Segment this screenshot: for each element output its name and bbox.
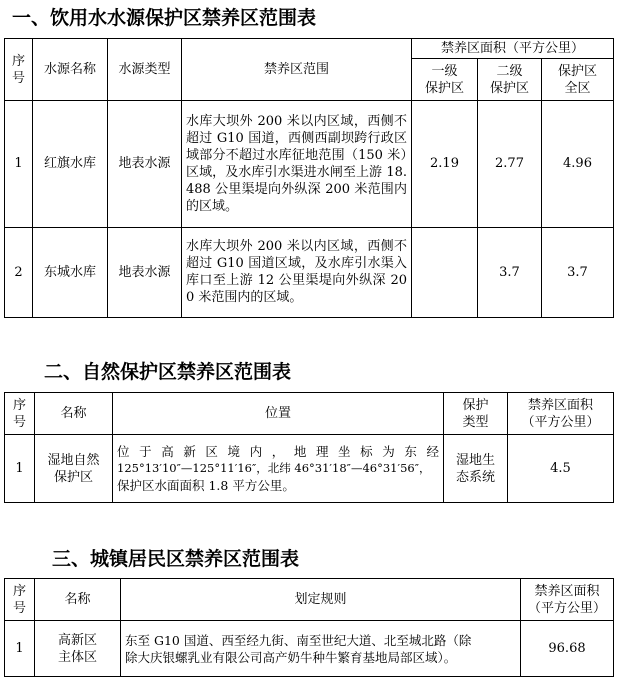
header-area-line1: 禁养区面积 — [534, 583, 600, 599]
cell-location — [113, 435, 444, 503]
header-rule: 划定规则 — [121, 579, 521, 621]
header-first-line2: 保护区 — [424, 80, 464, 96]
header-area-line1: 禁养区面积 — [527, 397, 593, 413]
header-location: 位置 — [113, 393, 444, 435]
cell-no: 2 — [5, 227, 33, 317]
cell-first-level — [412, 227, 478, 317]
section1-title: 一、饮用水水源保护区禁养区范围表 — [12, 7, 317, 29]
cell-source-name: 东城水库 — [33, 227, 108, 317]
header-no-line1: 序 — [11, 53, 25, 69]
cell-second-level: 2.77 — [478, 101, 542, 227]
cell-location-line2: 125°13′10″—125°11′16″，北纬 46°31′18″—46°31′56″， — [117, 461, 431, 475]
header-no-line2: 号 — [12, 600, 26, 616]
table-header-row — [5, 393, 614, 435]
cell-area: 96.68 — [521, 621, 614, 677]
header-name: 名称 — [35, 393, 113, 435]
header-all-line1: 保护区 — [558, 63, 598, 79]
header-source-name: 水源名称 — [33, 39, 108, 101]
header-no — [5, 39, 33, 101]
table-row — [5, 101, 614, 227]
cell-location-line1: 位于高新区境内，地理坐标为东经 — [117, 444, 439, 459]
header-all-zone — [542, 59, 614, 101]
cell-rule-line1: 东至 G10 国道、西至经九街、南至世纪大道、北至城北路（除 — [125, 632, 472, 648]
header-all-line2: 全区 — [564, 80, 591, 96]
water-source-table — [4, 38, 614, 318]
cell-location-line3: 保护区水面面积 1.8 平方公里。 — [117, 478, 295, 493]
header-area-line2: （平方公里） — [521, 414, 600, 430]
cell-source-type: 地表水源 — [108, 227, 182, 317]
header-first-level — [412, 59, 478, 101]
cell-area: 4.5 — [508, 435, 614, 503]
cell-protection-type — [444, 435, 508, 503]
cell-name — [35, 435, 113, 503]
header-area-group: 禁养区面积（平方公里） — [412, 39, 614, 59]
header-no — [5, 393, 35, 435]
header-type-line1: 保护 — [462, 397, 489, 413]
cell-name-line1: 湿地自然 — [47, 452, 100, 468]
header-area-line2: （平方公里） — [527, 600, 606, 616]
cell-scope: 水库大坝外 200 米以内区域，西侧不超过 G10 国道区域，及水库引水渠入库口至上游 12 公里渠堤向外纵深 200 米范围内的区域。 — [182, 227, 412, 317]
cell-name-line2: 主体区 — [57, 649, 97, 665]
cell-name-line2: 保护区 — [53, 469, 93, 485]
cell-no: 1 — [5, 101, 33, 227]
table-row — [5, 227, 614, 317]
header-first-line1: 一级 — [431, 63, 458, 79]
table-row — [5, 435, 614, 503]
cell-name-line1: 高新区 — [57, 632, 97, 648]
cell-no: 1 — [5, 621, 35, 677]
cell-type-line2: 态系统 — [455, 469, 495, 485]
cell-type-line1: 湿地生 — [455, 452, 495, 468]
urban-residential-table — [4, 578, 614, 677]
cell-rule — [121, 621, 521, 677]
header-no-line2: 号 — [11, 70, 25, 86]
cell-second-level: 3.7 — [478, 227, 542, 317]
header-type-line2: 类型 — [462, 414, 489, 430]
header-area — [521, 579, 614, 621]
nature-reserve-table — [4, 392, 614, 503]
cell-no: 1 — [5, 435, 35, 503]
cell-all-zone: 4.96 — [542, 101, 614, 227]
cell-source-name: 红旗水库 — [33, 101, 108, 227]
header-no-line1: 序 — [12, 583, 26, 599]
cell-all-zone: 3.7 — [542, 227, 614, 317]
header-second-line1: 二级 — [496, 63, 523, 79]
header-no — [5, 579, 35, 621]
cell-first-level: 2.19 — [412, 101, 478, 227]
section2-title: 二、自然保护区禁养区范围表 — [44, 361, 292, 383]
header-protection-type — [444, 393, 508, 435]
header-second-level — [478, 59, 542, 101]
table-row — [5, 621, 614, 677]
header-second-line2: 保护区 — [489, 80, 529, 96]
header-no-line1: 序 — [12, 397, 26, 413]
cell-name — [35, 621, 121, 677]
header-name: 名称 — [35, 579, 121, 621]
section3-title: 三、城镇居民区禁养区范围表 — [52, 548, 300, 570]
header-source-type: 水源类型 — [108, 39, 182, 101]
header-no-line2: 号 — [12, 414, 26, 430]
header-area — [508, 393, 614, 435]
table-header-row — [5, 39, 614, 59]
cell-source-type: 地表水源 — [108, 101, 182, 227]
table-header-row — [5, 579, 614, 621]
cell-scope: 水库大坝外 200 米以内区域，西侧不超过 G10 国道，西侧西副坝跨行政区域部分不超过水库征地范围（150 米）区域，及水库引水渠进水闸至上游 18.488 公里渠堤向外纵深 200 米范围内的区域。 — [182, 101, 412, 227]
cell-rule-line2: 除大庆银螺乳业有限公司高产奶牛种牛繁育基地局部区域）。 — [125, 649, 457, 665]
header-scope: 禁养区范围 — [182, 39, 412, 101]
